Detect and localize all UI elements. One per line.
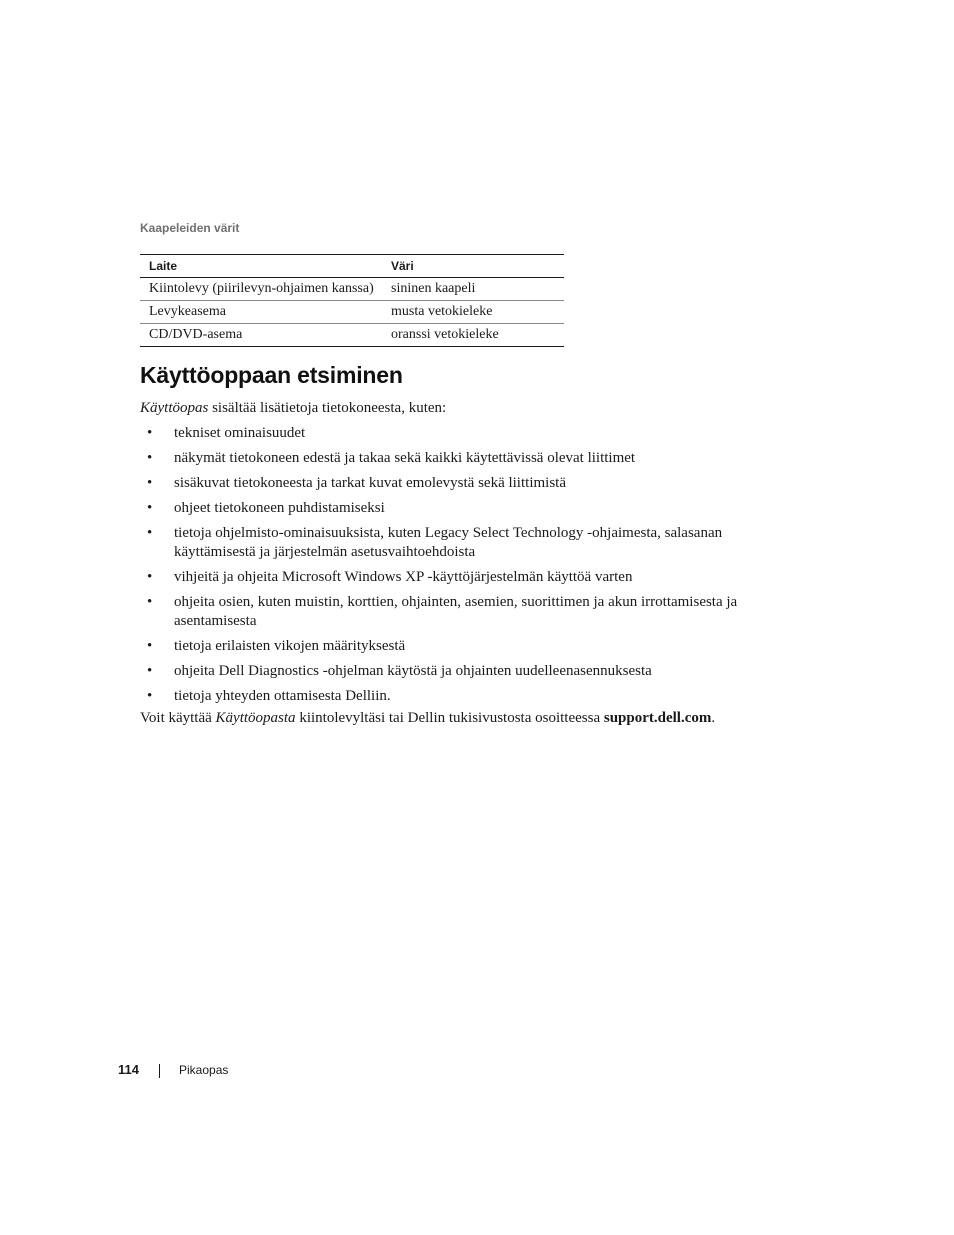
bullet-icon: •	[147, 594, 153, 610]
list-item	[140, 424, 780, 443]
table-row	[140, 324, 564, 347]
intro-italic-term: Käyttöopas	[140, 400, 209, 416]
bullet-icon: •	[147, 688, 153, 704]
list-item	[140, 637, 780, 656]
list-item	[140, 499, 780, 518]
bullet-icon: •	[147, 450, 153, 466]
column-header-device: Laite	[140, 255, 382, 278]
list-item-text: vihjeitä ja ohjeita Microsoft Windows XP -käyttöjärjestelmän käyttöä varten	[174, 569, 633, 585]
list-item-text: tietoja yhteyden ottamisesta Delliin.	[174, 688, 391, 704]
list-item-text: ohjeita osien, kuten muistin, korttien, ohjainten, asemien, suorittimen ja akun irrottamisesta ja asentamisesta	[174, 594, 738, 629]
footer-divider	[159, 1064, 160, 1078]
list-item	[140, 687, 780, 706]
table-cell-device: Kiintolevy (piirilevyn-ohjaimen kanssa)	[140, 278, 382, 301]
table-cell-color: oranssi vetokieleke	[382, 324, 564, 347]
table-header-row	[140, 255, 564, 278]
intro-paragraph	[140, 400, 446, 417]
outro-text-start: Voit käyttää	[140, 710, 216, 726]
outro-paragraph	[140, 710, 715, 727]
bullet-icon: •	[147, 525, 153, 541]
table-cell-device: Levykeasema	[140, 301, 382, 324]
list-item-text: näkymät tietokoneen edestä ja takaa sekä kaikki käytettävissä olevat liittimet	[174, 450, 636, 466]
bullet-icon: •	[147, 663, 153, 679]
column-header-color: Väri	[382, 255, 564, 278]
bullet-icon: •	[147, 425, 153, 441]
support-link[interactable]: support.dell.com	[603, 710, 712, 726]
outro-text-end: .	[711, 710, 716, 726]
list-item-text: ohjeita Dell Diagnostics -ohjelman käytöstä ja ohjainten uudelleenasennuksesta	[174, 663, 652, 679]
list-item	[140, 524, 780, 562]
page-number: 114	[118, 1062, 139, 1077]
list-item-text: sisäkuvat tietokoneesta ja tarkat kuvat emolevystä sekä liittimistä	[174, 475, 566, 491]
table-row	[140, 278, 564, 301]
bullet-icon: •	[147, 500, 153, 516]
list-item	[140, 449, 780, 468]
list-item-text: tekniset ominaisuudet	[174, 425, 306, 441]
list-item	[140, 662, 780, 681]
intro-text: sisältää lisätietoja tietokoneesta, kuten:	[208, 400, 447, 416]
table-cell-color: musta vetokieleke	[382, 301, 564, 324]
section-title: Käyttöoppaan etsiminen	[140, 362, 403, 388]
list-item	[140, 474, 780, 493]
outro-text-middle: kiintolevyltäsi tai Dellin tukisivustosta osoitteessa	[295, 710, 604, 726]
list-item-text: ohjeet tietokoneen puhdistamiseksi	[174, 500, 385, 516]
list-item-text: tietoja erilaisten vikojen määrityksestä	[174, 638, 406, 654]
outro-italic-term: Käyttöopasta	[215, 710, 296, 726]
footer-title: Pikaopas	[179, 1063, 229, 1077]
feature-list	[140, 424, 780, 712]
table-cell-device: CD/DVD-asema	[140, 324, 382, 347]
list-item	[140, 568, 780, 587]
list-item-text: tietoja ohjelmisto-ominaisuuksista, kuten Legacy Select Technology -ohjaimesta, salasanan käyttämisestä ja järjestelmän asetusvaihtoehdoista	[174, 525, 723, 560]
bullet-icon: •	[147, 475, 153, 491]
bullet-icon: •	[147, 569, 153, 585]
table-row	[140, 301, 564, 324]
table-cell-color: sininen kaapeli	[382, 278, 564, 301]
bullet-icon: •	[147, 638, 153, 654]
list-item	[140, 593, 780, 631]
table-caption: Kaapeleiden värit	[140, 221, 240, 235]
cable-color-table	[140, 254, 564, 347]
